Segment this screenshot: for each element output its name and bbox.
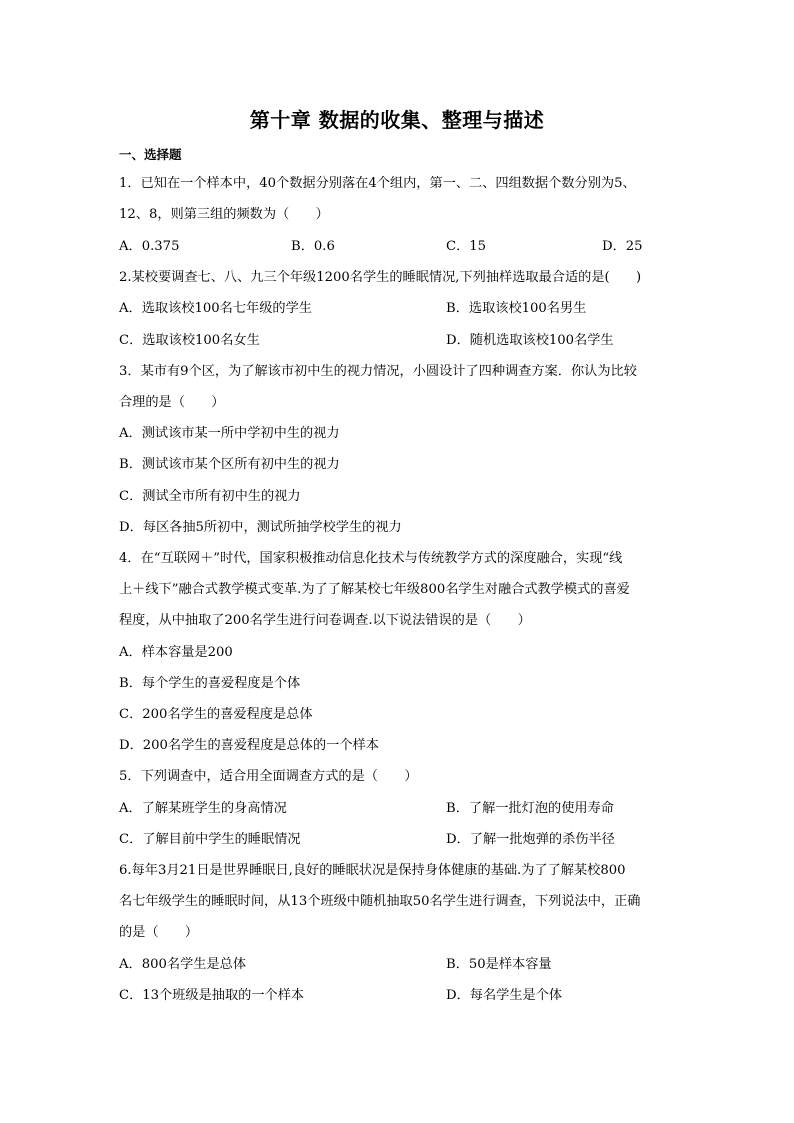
page-title: 第十章 数据的收集、整理与描述 [249,108,545,132]
question-4-option-b: B．每个学生的喜爱程度是个体 [119,676,301,691]
question-2-line-1: 2.某校要调查七、八、九三个年级1200名学生的睡眠情况,下列抽样选取最合适的是( ) [119,270,642,285]
question-5-option-d: D．了解一批炮弹的杀伤半径 [446,832,615,847]
question-1-option-d: D．25 [602,239,643,254]
section-heading: 一、选择题 [119,147,182,162]
question-1-line-1: 1．已知在一个样本中，40个数据分别落在4个组内，第一、二、四组数据个数分别为5、 [119,176,636,191]
question-5-line-1: 5．下列调查中，适合用全面调查方式的是（ ） [119,769,418,784]
question-6-line-3: 的是（ ） [119,925,199,940]
question-2-option-c: C．选取该校100名女生 [119,333,260,348]
question-5-option-b: B．了解一批灯泡的使用寿命 [446,801,614,816]
question-6-line-1: 6.每年3月21日是世界睡眠日,良好的睡眠状况是保持身体健康的基础.为了了解某校800 [119,863,626,878]
question-6-option-a: A．800名学生是总体 [119,957,247,972]
question-2-option-d: D．随机选取该校100名学生 [446,333,614,348]
question-4-option-a: A．样本容量是200 [119,645,233,660]
question-6-line-2: 名七年级学生的睡眠时间，从13个班级中随机抽取50名学生进行调查，下列说法中，正确 [119,894,641,909]
question-6-option-d: D．每名学生是个体 [446,988,563,1003]
question-5-option-a: A．了解某班学生的身高情况 [119,801,287,816]
question-4-line-1: 4．在“互联网＋”时代，国家积极推动信息化技术与传统教学方式的深度融合，实现“线 [119,551,623,566]
question-2-option-a: A．选取该校100名七年级的学生 [119,301,312,316]
question-4-line-3: 程度，从中抽取了200名学生进行问卷调查.以下说法错误的是（ ） [119,613,531,628]
question-4-line-2: 上＋线下”融合式教学模式变革.为了了解某校七年级800名学生对融合式教学模式的喜爱 [119,582,630,597]
question-4-option-c: C．200名学生的喜爱程度是总体 [119,707,313,722]
question-1-option-a: A．0.375 [119,239,180,254]
question-2-option-b: B．选取该校100名男生 [446,301,587,316]
question-6-option-c: C．13个班级是抽取的一个样本 [119,988,305,1003]
question-3-option-d: D．每区各抽5所初中，测试所抽学校学生的视力 [119,520,402,535]
question-3-option-b: B．测试该市某个区所有初中生的视力 [119,457,340,472]
question-5-option-c: C．了解目前中学生的睡眠情况 [119,832,301,847]
question-3-option-a: A．测试该市某一所中学初中生的视力 [119,426,340,441]
question-3-line-1: 3．某市有9个区，为了解该市初中生的视力情况，小圆设计了四种调查方案．你认为比较 [119,364,637,379]
question-6-option-b: B．50是样本容量 [446,957,552,972]
question-3-option-c: C．测试全市所有初中生的视力 [119,489,301,504]
question-4-option-d: D．200名学生的喜爱程度是总体的一个样本 [119,738,379,753]
question-1-line-2: 12、8，则第三组的频数为（ ） [119,207,329,222]
question-1-option-b: B．0.6 [291,239,335,254]
question-3-line-2: 合理的是（ ） [119,395,225,410]
question-1-option-c: C．15 [446,239,487,254]
